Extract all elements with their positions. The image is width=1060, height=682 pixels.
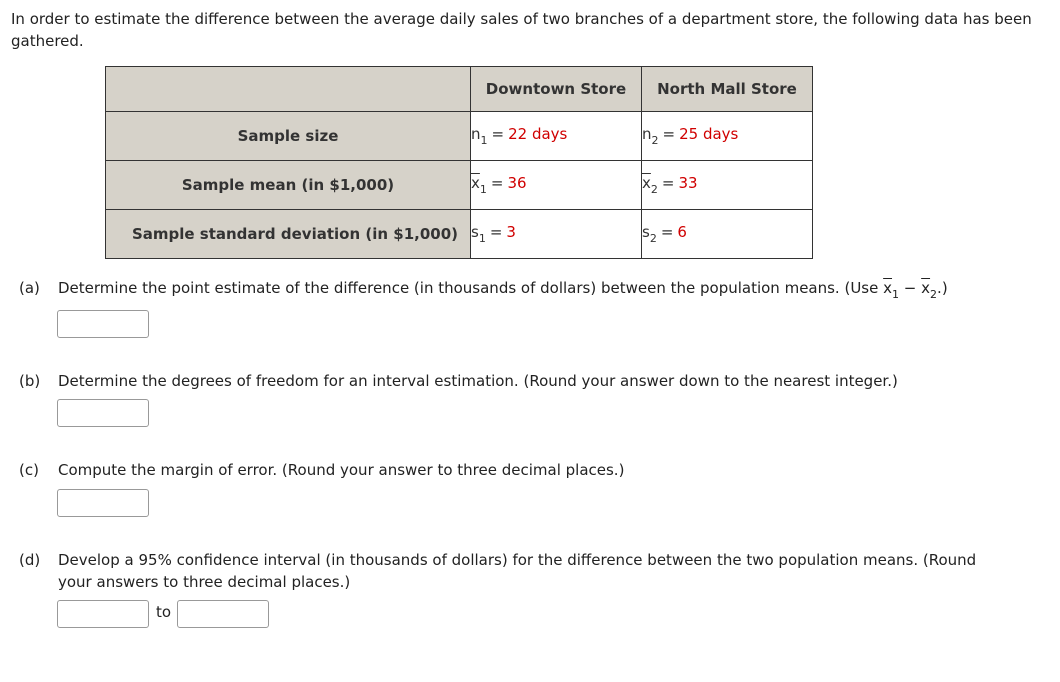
question-label: (a) (19, 279, 40, 297)
row-label-sample-mean: Sample mean (in $1,000) (106, 161, 471, 210)
cell-xbar1: $\overline{x}_1 = 36$ (471, 161, 642, 210)
data-table (105, 66, 813, 259)
formula: $\overline{x}_1 - \overline{x}_2$.) (883, 279, 948, 301)
to-label: to (156, 603, 172, 621)
question-text: Determine the point estimate of the difference (in thousands of dollars) between the population means. (Use (58, 279, 879, 297)
question-label: (b) (19, 372, 41, 390)
table-row (106, 210, 813, 259)
cell-n2: $n_2 = 25$ days (642, 112, 813, 161)
question-text: Determine the degrees of freedom for an interval estimation. (Round your answer down to the nearest integer.) (58, 372, 898, 390)
question-d (19, 549, 1039, 593)
table-corner (106, 67, 471, 112)
table-row (106, 112, 813, 161)
col-header-downtown: Downtown Store (471, 67, 642, 112)
cell-s1: $s_1 = 3$ (471, 210, 642, 259)
answer-input-c[interactable] (57, 489, 149, 517)
question-text-line2: your answers to three decimal places.) (58, 573, 351, 591)
answer-input-b[interactable] (57, 399, 149, 427)
question-a (19, 277, 1039, 306)
question-label: (c) (19, 461, 39, 479)
col-header-north-mall: North Mall Store (642, 67, 813, 112)
answer-input-d-upper[interactable] (177, 600, 269, 628)
row-label-sample-size: Sample size (106, 112, 471, 161)
question-c (19, 459, 1039, 481)
question-label: (d) (19, 551, 41, 569)
answer-input-a[interactable] (57, 310, 149, 338)
cell-xbar2: $\overline{x}_2 = 33$ (642, 161, 813, 210)
cell-n1: $n_1 = 22$ days (471, 112, 642, 161)
cell-s2: $s_2 = 6$ (642, 210, 813, 259)
intro-text: In order to estimate the difference between the average daily sales of two branches of a department store, the following data has been gathered. (11, 10, 1032, 50)
question-text-line1: Develop a 95% confidence interval (in thousands of dollars) for the difference between the two population means. (Round (58, 551, 977, 569)
row-label-sample-sd: Sample standard deviation (in $1,000) (106, 210, 471, 259)
question-b (19, 370, 1039, 392)
table-row (106, 161, 813, 210)
answer-input-d-lower[interactable] (57, 600, 149, 628)
question-text: Compute the margin of error. (Round your answer to three decimal places.) (58, 461, 625, 479)
